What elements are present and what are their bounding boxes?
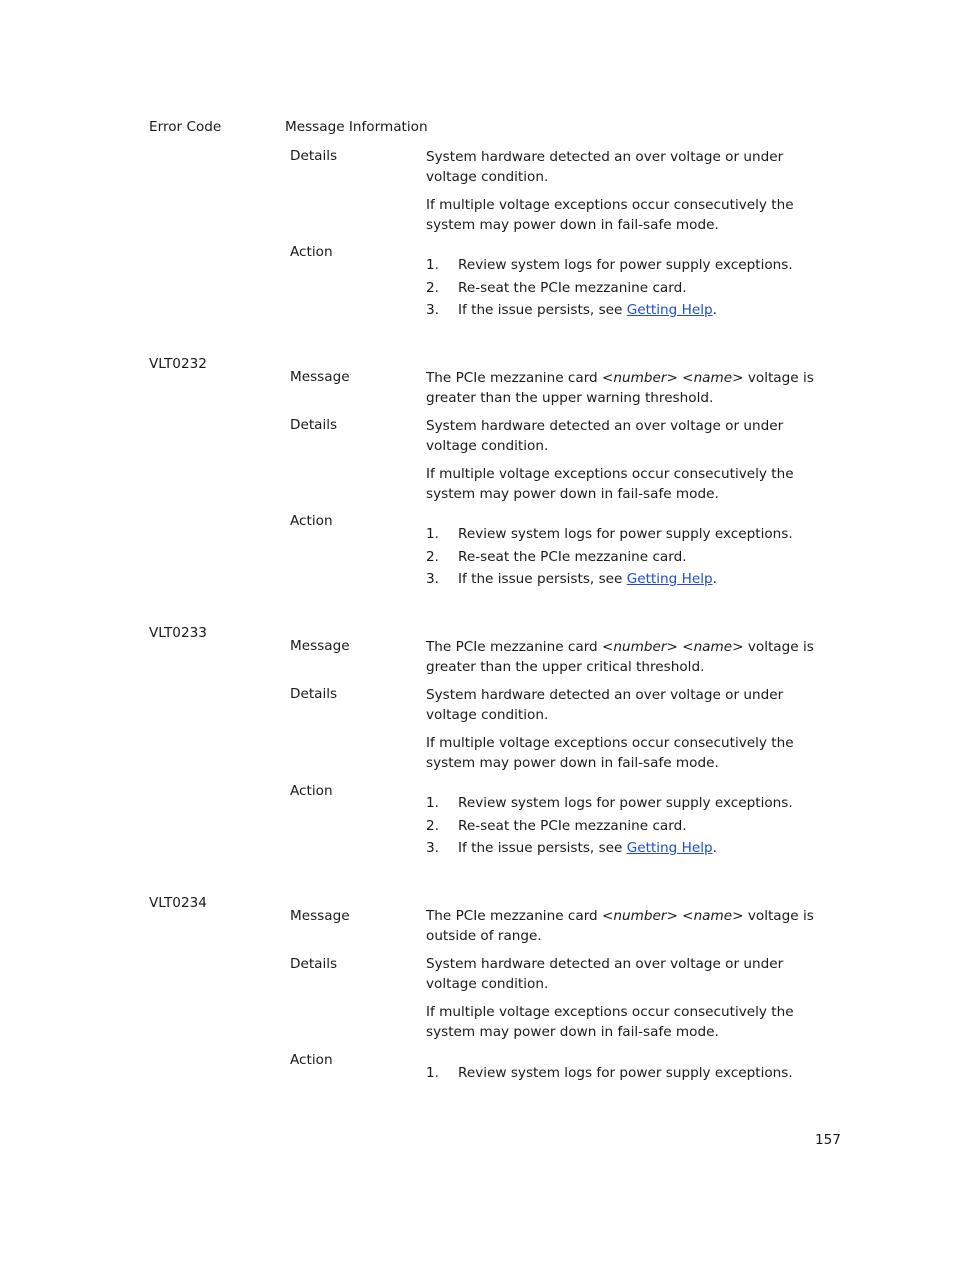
action-label: Action: [290, 783, 333, 799]
list-item-text: [458, 839, 717, 859]
details-paragraph-2: If multiple voltage exceptions occur consecutively the system may power down in fail-safe mode.: [426, 735, 794, 771]
getting-help-link[interactable]: Getting Help: [626, 302, 713, 318]
error-code: VLT0233: [149, 625, 207, 641]
details-paragraph-1: System hardware detected an over voltage or under voltage condition.: [426, 956, 784, 992]
message-number-placeholder: number: [613, 639, 667, 655]
list-number: 3.: [426, 302, 439, 318]
list-item-text: [458, 301, 717, 321]
details-text: [426, 148, 836, 235]
action-list: [426, 525, 846, 593]
error-code: VLT0234: [149, 895, 207, 911]
list-item: [426, 839, 846, 862]
message-label: Message: [290, 369, 350, 385]
details-paragraph-2: If multiple voltage exceptions occur consecutively the system may power down in fail-safe mode.: [426, 197, 794, 233]
message-text: [426, 638, 836, 677]
action-label: Action: [290, 1052, 333, 1068]
list-item: [426, 548, 846, 571]
list-item: [426, 279, 846, 302]
message-suffix: > voltage is: [732, 908, 814, 924]
details-label: Details: [290, 956, 338, 972]
message-tail: outside of range.: [426, 927, 542, 944]
action-list: [426, 1064, 846, 1087]
list-number: 3.: [426, 571, 439, 587]
list-item: [426, 1064, 846, 1087]
details-label: Details: [290, 417, 338, 433]
action-label: Action: [290, 513, 333, 529]
action-list: [426, 256, 846, 324]
action-3-prefix: If the issue persists, see: [458, 571, 627, 587]
details-label: Details: [290, 686, 338, 702]
list-item-text: Review system logs for power supply exceptions.: [458, 1065, 793, 1081]
list-number: 2.: [426, 817, 439, 834]
message-label: Message: [290, 908, 350, 924]
details-paragraph-1: System hardware detected an over voltage or under voltage condition.: [426, 418, 784, 454]
message-suffix: > voltage is: [732, 639, 814, 655]
details-text: [426, 955, 836, 1042]
table-header: [149, 119, 849, 139]
list-item: [426, 256, 846, 279]
message-prefix: The PCIe mezzanine card <: [426, 908, 614, 924]
list-number: 3.: [426, 840, 439, 856]
message-name-placeholder: name: [693, 370, 733, 386]
message-prefix: The PCIe mezzanine card <: [426, 370, 614, 386]
action-list: [426, 794, 846, 862]
list-number: 2.: [426, 279, 439, 296]
details-paragraph-1: System hardware detected an over voltage or under voltage condition.: [426, 687, 784, 723]
list-item-text: Review system logs for power supply exceptions.: [458, 526, 793, 542]
list-item-text: [458, 570, 717, 590]
message-name-placeholder: name: [693, 908, 733, 924]
getting-help-link[interactable]: Getting Help: [626, 840, 713, 856]
list-number: 1.: [426, 795, 439, 811]
getting-help-link[interactable]: Getting Help: [626, 571, 713, 587]
details-label: Details: [290, 148, 338, 164]
list-number: 1.: [426, 526, 439, 542]
header-error-code: Error Code: [149, 119, 222, 135]
message-text: [426, 369, 836, 408]
list-item-text: Review system logs for power supply exceptions.: [458, 795, 793, 811]
action-label: Action: [290, 244, 333, 260]
details-text: [426, 417, 836, 504]
message-label: Message: [290, 638, 350, 654]
details-paragraph-1: System hardware detected an over voltage or under voltage condition.: [426, 149, 784, 185]
list-item: [426, 817, 846, 840]
message-number-placeholder: number: [613, 908, 667, 924]
message-name-placeholder: name: [693, 639, 733, 655]
details-text: [426, 686, 836, 773]
message-suffix: > voltage is: [732, 370, 814, 386]
list-item-text: Re-seat the PCIe mezzanine card.: [458, 279, 687, 296]
list-number: 1.: [426, 257, 439, 273]
message-separator: > <: [666, 908, 694, 924]
message-separator: > <: [666, 370, 694, 386]
list-item-text: Re-seat the PCIe mezzanine card.: [458, 817, 687, 834]
list-item: [426, 301, 846, 324]
header-message-information: Message Information: [285, 119, 428, 135]
list-item: [426, 525, 846, 548]
action-3-suffix: .: [712, 571, 717, 587]
error-code: VLT0232: [149, 356, 207, 372]
list-item: [426, 794, 846, 817]
page-number: 157: [815, 1132, 841, 1148]
list-number: 1.: [426, 1065, 439, 1081]
message-text: [426, 907, 836, 946]
details-paragraph-2: If multiple voltage exceptions occur consecutively the system may power down in fail-safe mode.: [426, 1004, 794, 1040]
action-3-prefix: If the issue persists, see: [458, 840, 627, 856]
details-paragraph-2: If multiple voltage exceptions occur consecutively the system may power down in fail-safe mode.: [426, 466, 794, 502]
list-number: 2.: [426, 548, 439, 565]
list-item-text: Re-seat the PCIe mezzanine card.: [458, 548, 687, 565]
message-tail: greater than the upper warning threshold.: [426, 389, 714, 406]
list-item-text: Review system logs for power supply exceptions.: [458, 257, 793, 273]
message-tail: greater than the upper critical threshold.: [426, 658, 705, 675]
action-3-suffix: .: [712, 840, 717, 856]
action-3-suffix: .: [712, 302, 717, 318]
list-item: [426, 570, 846, 593]
message-separator: > <: [666, 639, 694, 655]
action-3-prefix: If the issue persists, see: [458, 302, 627, 318]
message-prefix: The PCIe mezzanine card <: [426, 639, 614, 655]
message-number-placeholder: number: [613, 370, 667, 386]
